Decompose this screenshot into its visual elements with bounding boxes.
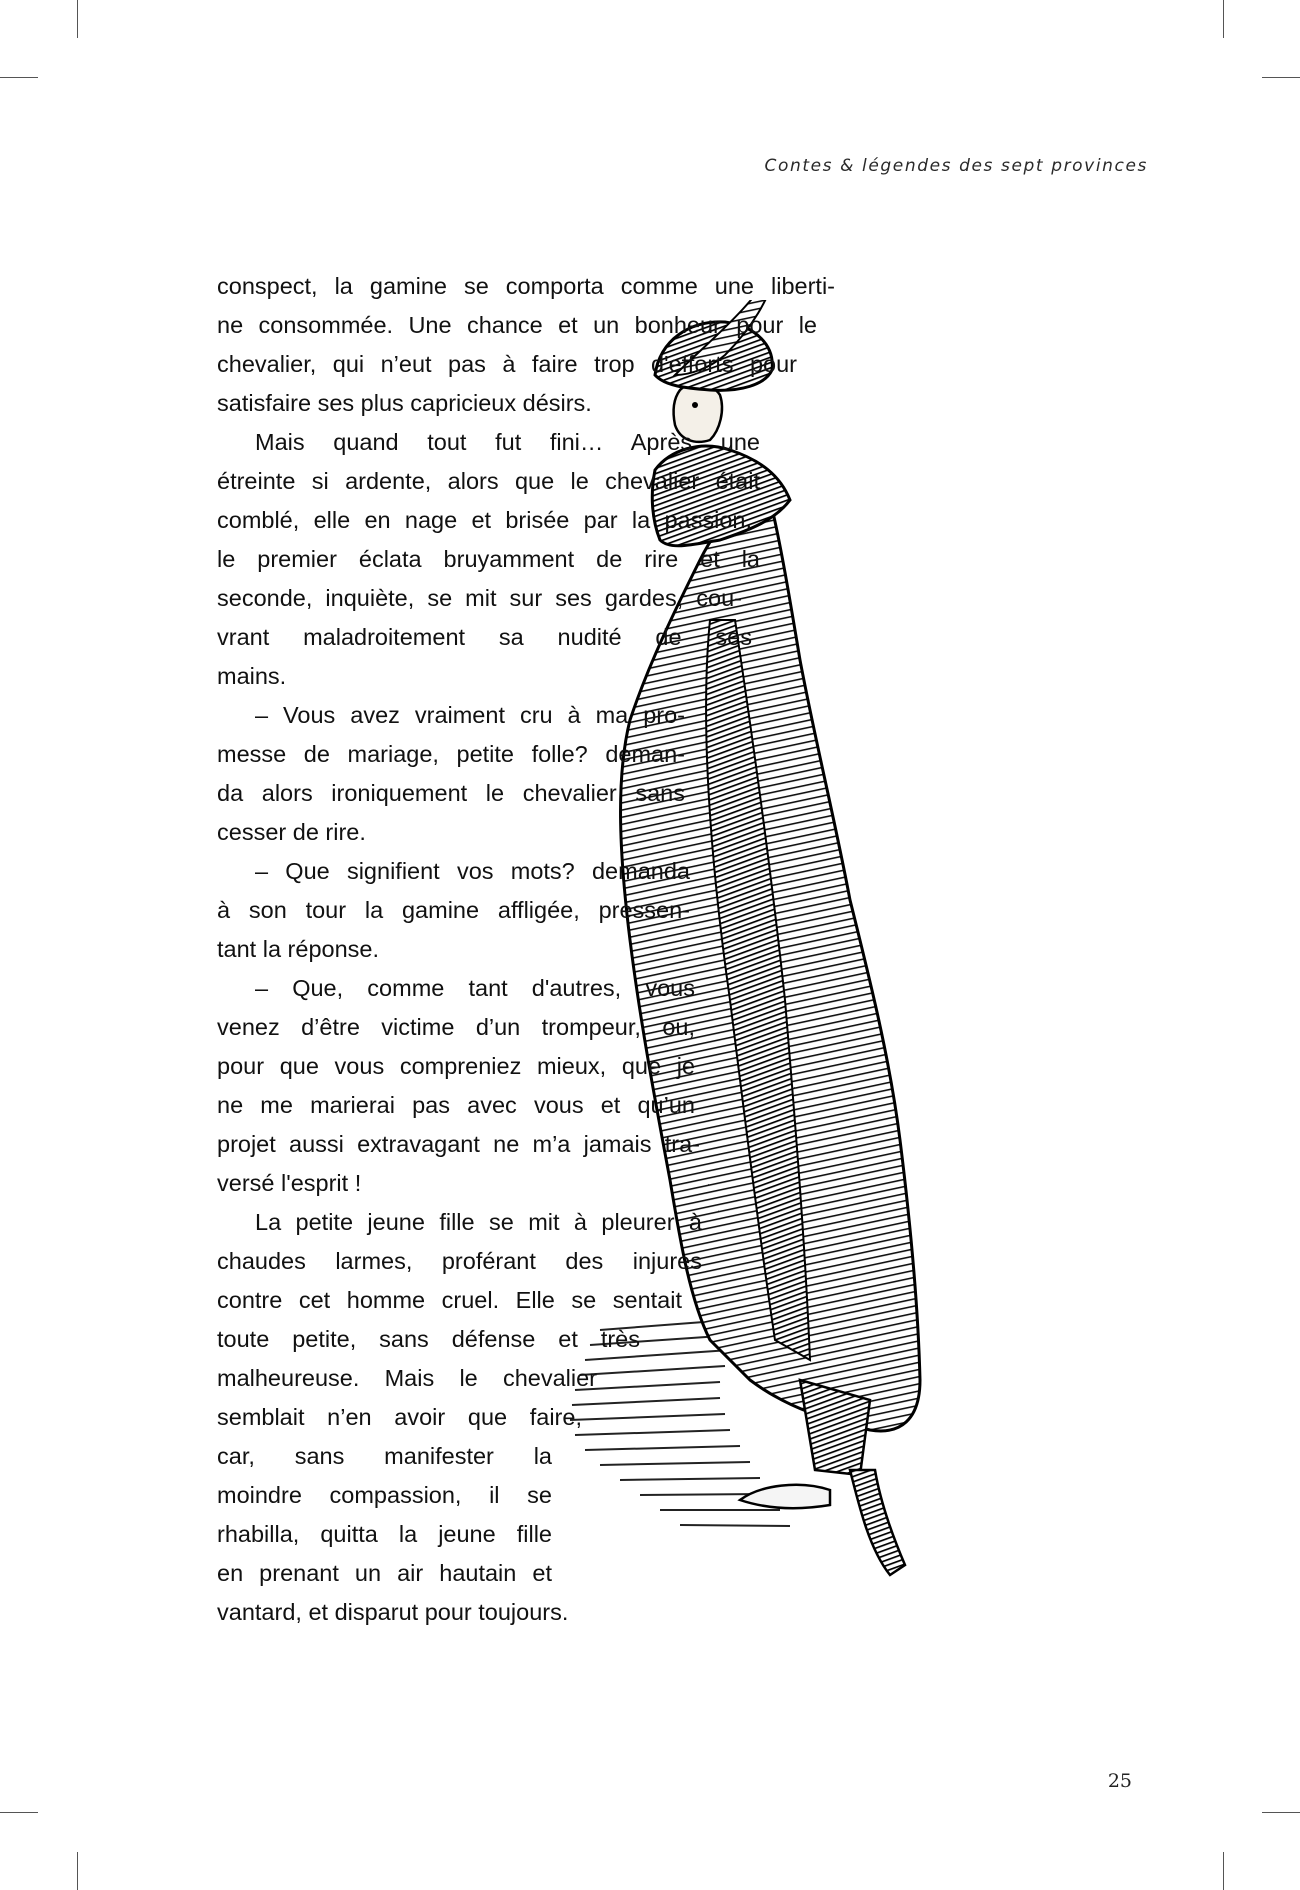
text-line: en prenant un air hautain et	[217, 1560, 552, 1586]
text-line: satisfaire ses plus capricieux désirs.	[217, 390, 592, 416]
crop-mark	[1262, 77, 1300, 78]
text-line: mains.	[217, 663, 287, 689]
body-text	[217, 267, 837, 1632]
text-line: semblait n’en avoir que faire,	[217, 1404, 582, 1430]
text-line: da alors ironiquement le chevalier sans	[217, 780, 685, 806]
text-line: pour que vous compreniez mieux, que je	[217, 1053, 695, 1079]
crop-mark	[77, 0, 78, 38]
text-line: venez d’être victime d’un trompeur, ou,	[217, 1014, 695, 1040]
text-line: moindre compassion, il se	[217, 1482, 552, 1508]
crop-mark	[0, 77, 38, 78]
text-line: car, sans manifester la	[217, 1443, 552, 1469]
text-line: – Que, comme tant d'autres, vous	[255, 975, 695, 1001]
crop-mark	[1262, 1812, 1300, 1813]
text-line: comblé, elle en nage et brisée par la passion,	[217, 507, 752, 533]
text-line: vantard, et disparut pour toujours.	[217, 1599, 569, 1625]
text-line: versé l'esprit !	[217, 1170, 362, 1196]
text-line: rhabilla, quitta la jeune fille	[217, 1521, 552, 1547]
text-line: chaudes larmes, proférant des injures	[217, 1248, 702, 1274]
crop-mark	[1223, 0, 1224, 38]
text-line: seconde, inquiète, se mit sur ses gardes, cou-	[217, 585, 742, 611]
text-line: le premier éclata bruyamment de rire et la	[217, 546, 760, 572]
text-line: à son tour la gamine affligée, pressen-	[217, 897, 690, 923]
text-line: – Que signifient vos mots? demanda	[255, 858, 690, 884]
text-line: – Vous avez vraiment cru à ma pro-	[255, 702, 685, 728]
crop-mark	[77, 1852, 78, 1890]
text-line: projet aussi extravagant ne m’a jamais tra-	[217, 1131, 700, 1157]
text-line: vrant maladroitement sa nudité de ses	[217, 624, 752, 650]
text-line: contre cet homme cruel. Elle se sentait	[217, 1287, 682, 1313]
page-number: 25	[1107, 1770, 1132, 1792]
text-line: cesser de rire.	[217, 819, 366, 845]
text-line: chevalier, qui n’eut pas à faire trop d'efforts pour	[217, 351, 797, 377]
crop-mark	[0, 1812, 38, 1813]
crop-mark	[1223, 1852, 1224, 1890]
text-line: La petite jeune fille se mit à pleurer à	[255, 1209, 702, 1235]
text-line: Mais quand tout fut fini… Après une	[255, 429, 760, 455]
text-line: tant la réponse.	[217, 936, 379, 962]
text-line: ne me marierai pas avec vous et qu’un	[217, 1092, 695, 1118]
shoe-right	[850, 1470, 905, 1575]
text-line: messe de mariage, petite folle? deman-	[217, 741, 685, 767]
text-line: ne consommée. Une chance et un bonheur pour le	[217, 312, 817, 338]
running-head: Contes & légendes des sept provinces	[764, 156, 1148, 176]
text-line: étreinte si ardente, alors que le chevalier était	[217, 468, 760, 494]
text-line: malheureuse. Mais le chevalier	[217, 1365, 597, 1391]
text-line: conspect, la gamine se comporta comme une liberti-	[217, 273, 835, 299]
text-line: toute petite, sans défense et très	[217, 1326, 640, 1352]
